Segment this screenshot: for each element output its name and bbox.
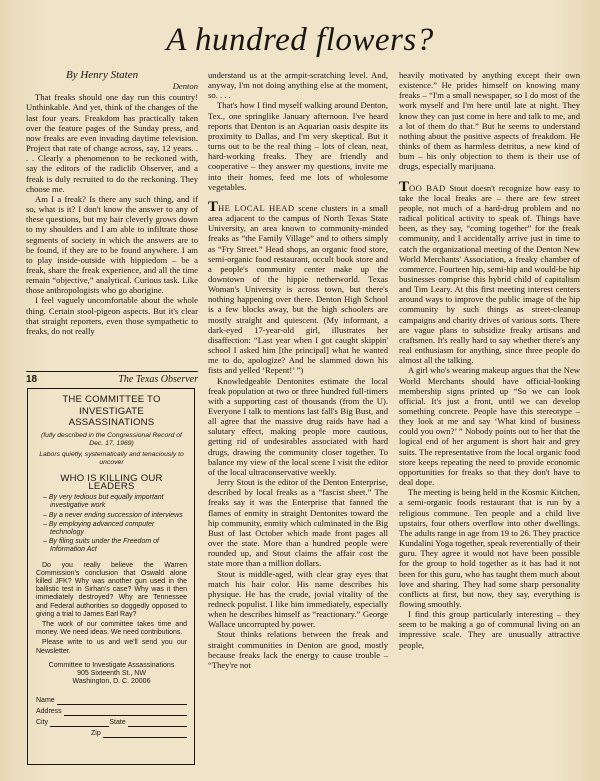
dateline: Denton — [172, 81, 198, 92]
ad-paragraph: Please write to us and we'll send you our Newsletter. — [36, 639, 187, 655]
ad-paragraph: The work of our committee takes time and money. We need ideas. We need contributions. — [36, 621, 187, 637]
ad-bullet: – By a never ending succession of interviews — [36, 512, 187, 520]
address-line[interactable] — [64, 707, 187, 716]
drop-cap: T — [208, 198, 219, 215]
state-line[interactable] — [128, 718, 187, 727]
zip-field[interactable] — [91, 727, 187, 738]
paragraph: The meeting is being held in the Kosmic Kitchen, a semi-organic foods restaurant that is run by a religious commune. Ten people and a child live upstairs, four others overflow into other dwellings. The adults range in age from 19 to 26. They practice Kundalini Yoga together, speak reverentially of their guru. They agree it would not have been possible for the group to hold together as it has had it not been for this guru, who has taught them much about love and sharing. They had some sharp personality conflicts at first, but now, they say, everything is flowing smoothly. — [399, 487, 580, 609]
address-field[interactable] — [36, 705, 187, 716]
city-label: City — [36, 719, 49, 727]
address-label: Address — [36, 708, 62, 716]
ad-bullet: – By filing suits under the Freedom of Information Act — [36, 538, 187, 554]
paragraph: I feel vaguely uncomfortable about the whole thing. Certain stool-pigeon aspects. But it's clear that straight reporters, even those sympathetic to freaks, do not really — [26, 295, 198, 336]
ad-address-line: Committee to Investigate Assassinations — [48, 661, 175, 669]
ad-address-line: Washington, D. C. 20006 — [72, 678, 151, 686]
ad-heading: WHO IS KILLING OUR LEADERS — [60, 472, 163, 492]
name-line[interactable] — [57, 696, 187, 705]
paragraph: heavily motivated by anything except their own existence.” He prides himself on knowing many freaks – “I'm a small newspaper, so I do most of the work myself and I'm here until late at night. They know they can just come in here and talk to me, and a lot of them do that.” But he seems to understand nothing about the positive aspects of freakdom. He thinks of them as harmless detritus, a new kind of bum – his only objection to them is their use of drugs, especially marijuana. — [399, 70, 580, 172]
section-lead-paragraph — [208, 198, 388, 376]
article-headline: A hundred flowers? — [166, 22, 434, 58]
paragraph: That freaks should one day run this country! Unthinkable. And yet, think of the changes of the last four years. Freakdom has practically taken over the feature pages of the Sunday press, and now freaks are even invading daytime television. Project that rate of change across, say, 12 years. . . . Clearly a phenomenon to be reckoned with, say the editors of the radiclib Observer, and a freak is duly recruited to do the reckoning. They choose me. — [26, 92, 198, 194]
zip-label: Zip — [91, 730, 101, 738]
coupon-form — [36, 694, 187, 738]
paragraph: Stout thinks relations between the freak and straight communities in Denton are good, mostly because freaks lack the energy to cause trouble – “They're not — [208, 629, 388, 670]
name-label: Name — [36, 697, 55, 705]
city-state-field[interactable] — [36, 716, 187, 727]
article-column-1 — [26, 70, 198, 336]
ad-bullet-list — [36, 494, 187, 554]
drop-cap: T — [399, 178, 410, 195]
ad-paragraph: Do you really believe the Warren Commission's conclusion that Oswald alone killed JFK? Why was another gun used in the ballistic test in Sirhan's case? Why was it then immediately destroyed? Why are Tennessee and Federal authorities so doggedly opposed to giving a trial to James Earl Ray? — [36, 561, 187, 618]
ad-subtitle-2: Labors quietly, systematically and tenaciously to uncover — [39, 450, 184, 466]
paragraph: Knowledgeable Dentonites estimate the local freak population at two or three hundred full-timers with a supporting cast of thousands (from the U). Everyone I talk to mentions last fall's Big Bust, and all agree that the massive drug raids have had a salutary effect, making people more cautious, getting rid of undesirables associated with hard drugs, drawing the community closer together. To balance my view of the local scene I visit the editor of the local ultraconservative weekly. — [208, 375, 388, 477]
article-column-2 — [208, 70, 388, 670]
publication-name: The Texas Observer — [118, 374, 198, 385]
lead-in-text: scene clusters in a small area adjacent to the campus of North Texas State University, an area known to community-minded freaks as “the Family Village” and to others simply as “Fry Street.” Head shops, an organic food store, semi-organic food restaurant, occult book store and a people's community center make up the downtown of the hippie netherworld. Texas Woman's University is across town, but there's nothing happening over there. Denton High School is a few blocks away, but the high schoolers are mostly straight and quiescent. (My informant, a dark-eyed 17-year-old girl, illustrates her disaffection: “Last year when I got caught skippin' school I asked him [the principal] what he wanted me to do, apologize? And he slammed down his fists and yelled ‘Repent!’ ”) — [208, 202, 388, 376]
ad-bullet: – By very tedious but equally important investigative work — [36, 494, 187, 510]
byline: By Henry Staten — [66, 69, 139, 81]
lead-in-text: Stout doesn't recognize how easy to take the local freaks are – there are few street people, not much of a hard-drug problem and no radical political activity to speak of. Things have been, as they say, “coming together” for the freak community, and I accidentally arrive just in time to catch the organizational meeting of the Denton New World Merchants' Association, a freaky chamber of commerce. Fourteen hip, semi-hip and would-be hip businesses comprise this hybrid child of capitalism and Tim Leary. At this first meeting interest centers around ways to improve the public image of the hip community by such things as street-cleanup campaigns and charity drives of various sorts. There are vague plans to subsidize freaky artisans and craftsmen. It's really hard to say whether there's any real enthusiasm for anything, since three people do almost all the talking. — [399, 182, 580, 366]
paragraph: Stout is middle-aged, with clear gray eyes that match his hair color. His name describes his physique. He has the crude, jovial vitality of the redneck populist. I like him immediately, especially when he describes himself as “reactionary.” George Wallace uncorrupted by power. — [208, 568, 388, 630]
ad-address — [36, 662, 187, 687]
city-line[interactable] — [50, 718, 109, 727]
page-number: 18 — [26, 374, 38, 385]
zip-line[interactable] — [103, 729, 187, 738]
ad-subtitle: (fully described in the Congressional Record of Dec. 17, 1969) — [41, 431, 182, 447]
paragraph: Am I a freak? Is there any such thing, and if so, what is it? I don't know the answer to any of these questions, but my hair cleverly grows down to my shoulders and I am able to infiltrate those segments of society in which the answers are to be found, if they are to be found anywhere. I am to play inside-outside with hippiedom – be a freak, share the freak experience, and all the time remain “objective,” analytical. Curious task. Like those anthropologists who go aborigine. — [26, 193, 198, 296]
article-column-3 — [399, 70, 580, 650]
name-field[interactable] — [36, 694, 187, 705]
paragraph: Jerry Stout is the editor of the Denton Enterprise, described by local freaks as a “fascist sheet.” The freaks say it was the Enterprise that fanned the flames of enmity in straight Dentonites toward the hip community, enmity which culminated in the Big Bust of last October which made front pages all over the state. More than a hundred people were rounded up, and Stout claims the affair cost the state more than a million dollars. — [208, 477, 388, 569]
page-folio — [26, 371, 198, 385]
committee-advertisement — [27, 388, 195, 765]
ad-address-line: 905 Sixteenth St., NW — [77, 670, 146, 678]
paragraph: A girl who's wearing makeup argues that the New World Merchants should have official-looking membership signs printed up “So we can look official. It's just a front, until we can develop something concrete. People have this stereotype – they look at me and say ‘What kind of business could you own?’ ” Nobody points out to her that the logical end of her argument is short hair and grey suits. The representative from the local organic food store keeps repeating the need to provide economic opportunities for freaks so that they don't have to deal dope. — [399, 365, 580, 488]
state-label: State — [109, 719, 126, 727]
section-lead-paragraph — [399, 178, 580, 366]
paragraph: understand us at the armpit-scratching level. And, anyway, I'm not doing anything else at the moment, so. . . . — [208, 70, 388, 101]
ad-bullet: – By employing advanced computer technology — [36, 521, 187, 537]
ad-body — [36, 562, 187, 656]
lead-in-caps: OO BAD — [409, 182, 446, 193]
paragraph: I find this group particularly interesting – they seem to be making a go of communal living on an impressive scale. They are unusually attractive people, — [399, 609, 580, 650]
lead-in-caps: HE LOCAL HEAD — [218, 202, 295, 213]
ad-title: THE COMMITTEE TO INVESTIGATE ASSASSINATIONS — [62, 394, 161, 429]
paragraph: That's how I find myself walking around Denton, Tex., one springlike January afternoon. I've heard reports that Denton is an Aquarian oasis despite its proximity to Dallas, and I'm very skeptical. But it turns out to be the real thing – lots of clean, neat, hard-working freaks. They are friendly and cooperative – they answer my questions, invite me into their homes, feed me lots of wholesome vegetables. — [208, 100, 388, 192]
